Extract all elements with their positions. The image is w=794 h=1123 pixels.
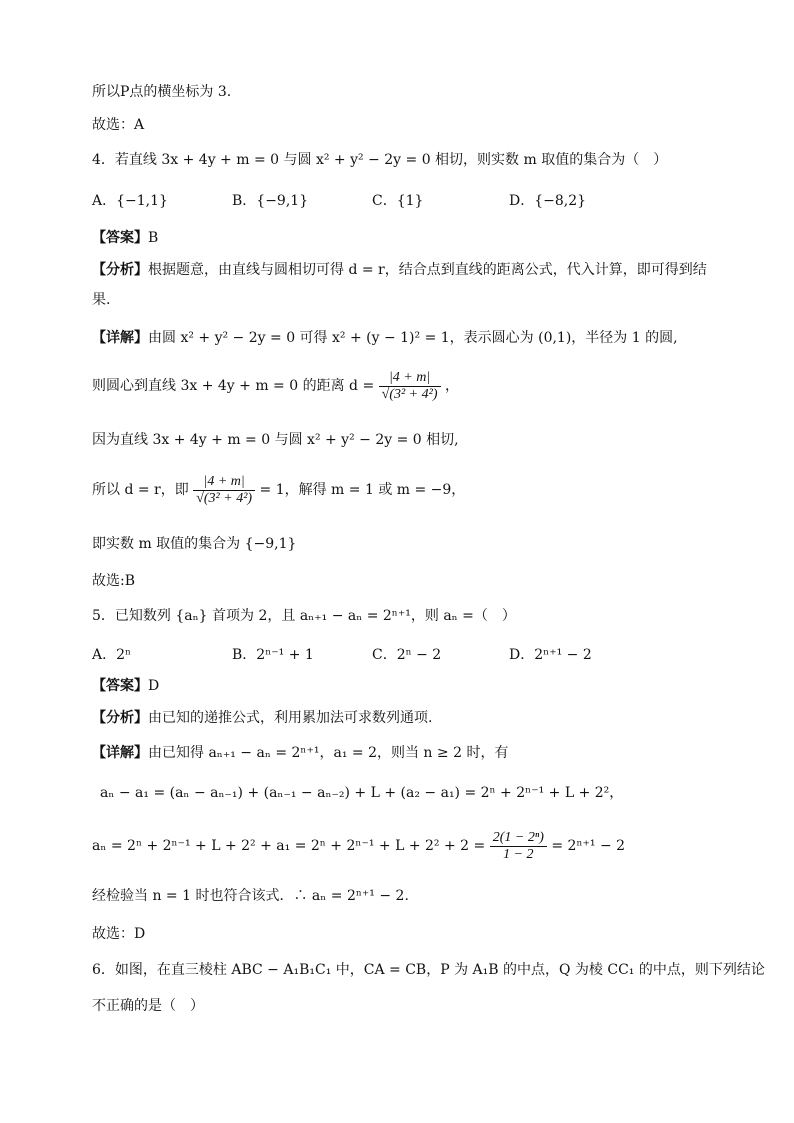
fraction-numerator: |4 + m| [193,474,255,491]
q4-option-c: C．{1} [372,193,424,209]
detail-text: = 1，解得 m = 1 或 m = −9， [259,482,466,498]
analysis-text: 由已知的递推公式，利用累加法可求数列通项. [148,710,433,726]
q5-option-a: A．2ⁿ [92,647,132,663]
q5-check: 经检验当 n = 1 时也符合该式．∴ aₙ = 2ⁿ⁺¹ − 2. [92,888,409,904]
analysis-tag: 【分析】 [92,262,148,278]
detail-text: 则圆心到直线 3x + 4y + m = 0 的距离 d = [92,378,375,394]
sum-fraction [490,830,547,863]
equation-fraction [193,474,255,507]
q5-detail-1 [92,743,508,763]
question-4: 4．若直线 3x + 4y + m = 0 与圆 x² + y² − 2y = 0 相切，则实数 m 取值的集合为（ ） [92,152,668,168]
q4-answer [92,228,158,248]
detail-tag: 【详解】 [92,330,148,346]
q4-choose: 故选:B [92,573,136,589]
distance-fraction [379,370,441,403]
q5-option-d: D．2ⁿ⁺¹ − 2 [509,647,592,663]
equation-text: = 2ⁿ⁺¹ − 2 [551,838,626,854]
q4-detail-2 [92,368,459,404]
detail-text: ， [444,378,459,394]
q4-detail-3: 因为直线 3x + 4y + m = 0 与圆 x² + y² − 2y = 0 相切, [92,432,459,448]
q4-detail-4 [92,472,465,508]
question-5: 5．已知数列 {aₙ} 首项为 2，且 aₙ₊₁ − aₙ = 2ⁿ⁺¹，则 aₙ =（ ） [92,608,516,624]
answer-value: B [148,230,159,246]
choice-line: 故选：A [92,117,145,133]
q4-analysis [92,260,707,280]
q4-option-b: B．{−9,1} [232,193,309,209]
answer-value: D [148,678,160,694]
question-6-cont: 不正确的是（ ） [92,998,204,1014]
detail-text: 由已知得 aₙ₊₁ − aₙ = 2ⁿ⁺¹，a₁ = 2，则当 n ≥ 2 时，有 [148,745,509,761]
fraction-denominator: √(3² + 4²) [381,386,438,402]
detail-text: 由圆 x² + y² − 2y = 0 可得 x² + (y − 1)² = 1，表示圆心为 (0,1)，半径为 1 的圆, [148,330,678,346]
q4-option-d: D．{−8,2} [509,193,587,209]
answer-tag: 【答案】 [92,678,148,694]
detail-tag: 【详解】 [92,745,148,761]
detail-text: 所以 d = r，即 [92,482,189,498]
q4-detail-1 [92,328,678,348]
q5-choose: 故选：D [92,926,146,942]
fraction-numerator: |4 + m| [379,370,441,387]
text-line: 所以P点的横坐标为 3. [92,84,232,100]
analysis-tag: 【分析】 [92,710,148,726]
question-6: 6．如图，在直三棱柱 ABC − A₁B₁C₁ 中，CA = CB，P 为 A₁B 的中点，Q 为棱 CC₁ 的中点，则下列结论 [92,962,765,978]
q5-answer [92,676,159,696]
q5-equation-2 [92,826,625,866]
equation-text: aₙ = 2ⁿ + 2ⁿ⁻¹ + L + 2² + a₁ = 2ⁿ + 2ⁿ⁻¹ + L + 2² + 2 = [92,838,486,854]
fraction-numerator: 2(1 − 2ⁿ) [490,830,547,847]
answer-tag: 【答案】 [92,230,148,246]
q5-equation-1: aₙ − a₁ = (aₙ − aₙ₋₁) + (aₙ₋₁ − aₙ₋₂) + L + (a₂ − a₁) = 2ⁿ + 2ⁿ⁻¹ + L + 2²， [100,785,624,801]
q5-option-c: C．2ⁿ − 2 [372,647,442,663]
q5-analysis [92,708,432,728]
q4-analysis-cont: 果. [92,292,111,308]
q5-option-b: B．2ⁿ⁻¹ + 1 [232,647,314,663]
fraction-denominator: 1 − 2 [503,846,534,862]
q4-detail-5: 即实数 m 取值的集合为 {−9,1} [92,536,297,552]
fraction-denominator: √(3² + 4²) [196,490,253,506]
q4-option-a: A．{−1,1} [92,193,168,209]
analysis-text: 根据题意，由直线与圆相切可得 d = r，结合点到直线的距离公式，代入计算，即可得到结 [148,262,707,278]
